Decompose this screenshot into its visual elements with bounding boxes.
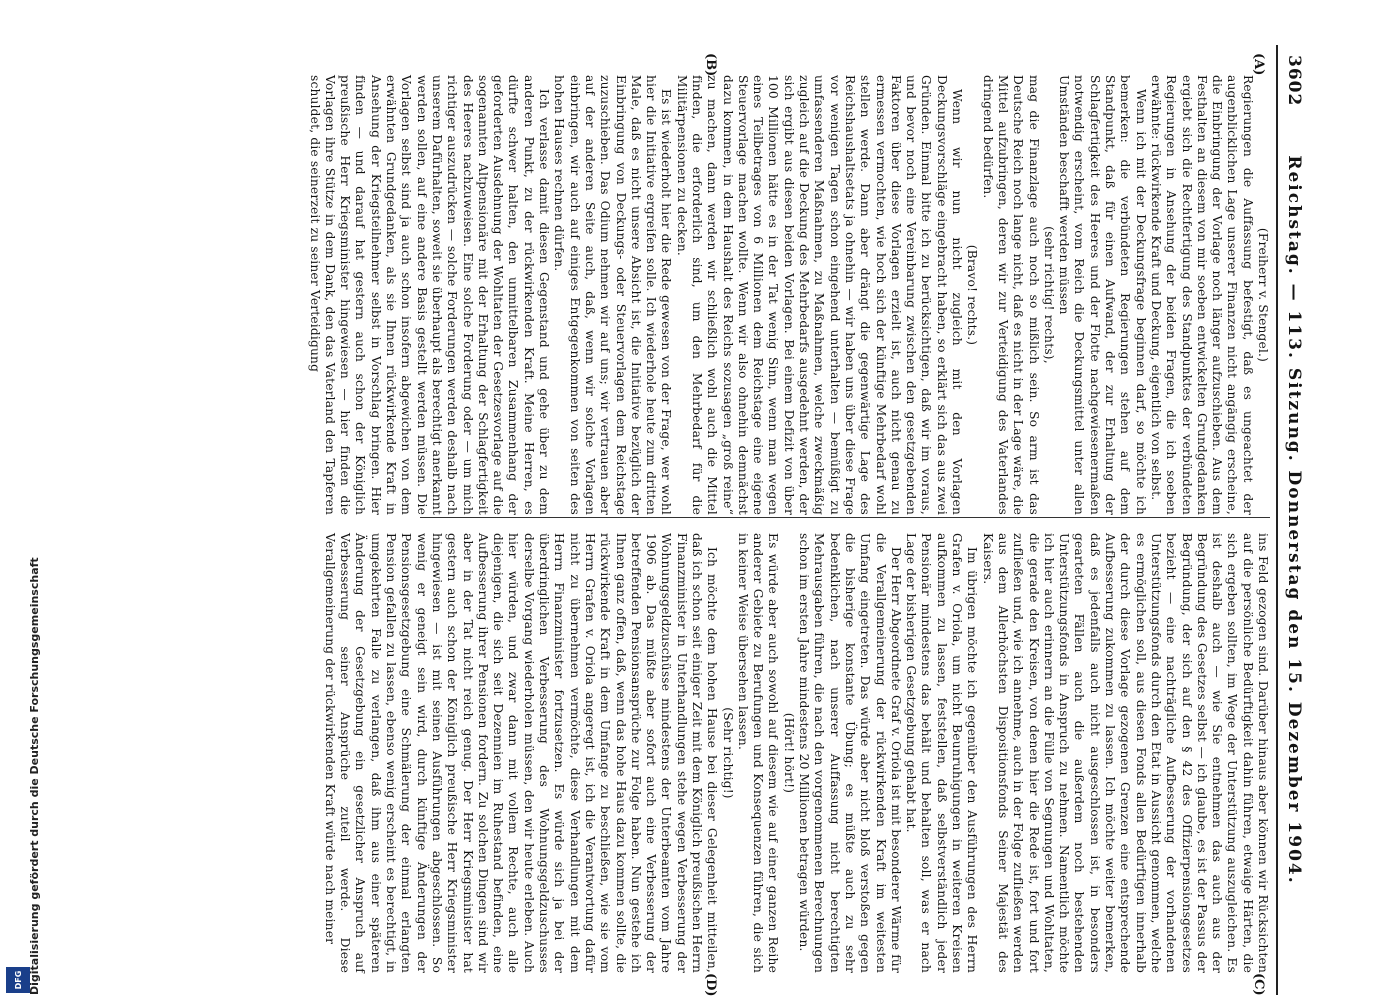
paragraph: Der Herr Abgeordnete Graf v. Oriola ist mit besonderer Wärme für die Verallgemeinerung der rückwirkenden Kraft im weitesten Umfang eingetreten. Das würde aber nicht bloß verstoßen gegen die bisherige konstante Übung; es müßte auch zu sehr bedenklichen, nach unserer Auffassung nicht berechtigten Mehrausgaben führen, die nach den vorgenommenen Berechnungen schon im ersten Jahre mindestens 20 Millionen betragen würden. [797, 533, 903, 973]
paragraph: Regierungen die Auffassung befestigt, daß es ungeachtet der augenblicklichen Lage unserer Finanzen nicht angängig erscheine, die Einbringung der Vorlage noch länger aufzuschieben. Aus dem Festhalten an diesem von mir soeben entwickelten Grundgedanken ergiebt sich die Rechtfertigung des Standpunktes der verbündeten Regierungen in Ansehung der beiden Fragen, die ich soeben erwähnte: rückwirkende Kraft und Deckung, eigentlich von selbst. [1148, 75, 1255, 515]
paragraph: (Bravo! rechts.) [965, 244, 980, 346]
paragraph: Es würde aber auch sowohl auf diesem wie auf einer ganzen Reihe anderer Gebiete zu Berufungen und Konsequenzen führen, die sich in keiner Weise übersehen lassen. [735, 533, 781, 973]
column-divider [420, 517, 1270, 518]
paragraph: Es ist wiederholt hier die Rede gewesen von der Frage, wer wohl hier die Initiative ergreifen solle. Ich wiederhole heute zum dritten Male, daß es nicht unsere Absicht ist, die Initiative bezüglich der Einbringung von Deckungs- oder Steuervorlagen dem Reichstage zuzuschieben. Das Odium nehmen wir auf uns; wir vertrauen aber auf der anderen Seite auch, daß, wenn wir solche Vorlagen einbringen, wir auch auf einiges Entgegenkommen von seiten des hohen Hauses rechnen dürfen. [552, 75, 674, 515]
right-column [322, 533, 1270, 973]
paragraph: (Hört! hört!) [781, 712, 796, 794]
margin-marker-c: (C) [1251, 973, 1266, 996]
paragraph: Im übrigen möchte ich gegenüber den Ausführungen des Herrn Grafen v. Oriola, um nicht Beunruhigungen in weiteren Kreisen aufkommen zu lassen, feststellen, daß selbstverständlich jeder Pensionär mindestens das behält und behalten soll, was er nach Lage der bisherigen Gesetzgebung gehabt hat. [904, 533, 980, 973]
header-rule [1276, 45, 1278, 995]
rotated-page [0, 45, 1318, 995]
page-number: 3602 [1284, 55, 1304, 107]
page-header [1280, 45, 1306, 995]
paragraph: Ich möchte dem hohen Hause bei dieser Gelegenheit mitteilen, daß ich schon seit einiger Zeit mit dem Königlich preußischen Herrn Finanzminister in Unterhandlungen stehe wegen Verbesserung der Wohnungsgeldzuschüsse mindestens der Unterbeamten vom Jahre 1906 ab. Das müßte aber sofort auch eine Verbesserung der betreffenden Pensionsansprüche zur Folge haben. Nun gestehe ich Ihnen ganz offen, daß, wenn das hohe Haus dazu kommen sollte, die rückwirkende Kraft in dem Umfange zu beschließen, wie sie vom Herrn Grafen v. Oriola angeregt ist, ich die Verantwortung dafür nicht zu übernehmen vermöchte, diese Verhandlungen mit dem Herrn Finanzminister fortzusetzen. Es würde sich ja bei der überdringlichen Verbesserung des Wohnungsgeldzuschusses derselbe Vorgang wiederholen müssen, den wir heute erleben. Auch hier würden, und zwar dann mit vollem Rechte, auch alle diejenigen, die sich seit Dezennien im Ruhestand befinden, eine Aufbesserung ihrer Pensionen fordern. Zu solchen Dingen sind wir aber in der Tat nicht reich genug. Der Herr Kriegsminister hat gestern auch schon der Königlich preußische Herr Kriegsminister hingewiesen — ist mit seinen Ausführungen abgeschlossen. So wenig er geneigt sein wird, durch künftige Änderungen der Pensionsgesetzgebung eine Schmälerung der einmal erlangten Pension gefallen zu lassen, ebenso wenig erscheint es berechtigt, in umgekehrten Falle zu verlangen, daß ihm aus einer späteren Änderung der Gesetzgebung ein gesetzlicher Anspruch auf Verbesserung seiner Ansprüche zuteil werde. Diese Verallgemeinerung der rückwirkenden Kraft würde nach meiner [322, 533, 720, 973]
paragraph: mag die Finanzlage auch noch so mißlich sein. So arm ist das Deutsche Reich noch lange nicht, daß es nicht in der Lage wäre, die Mittel aufzubringen, deren wir zur Verteidigung des Vaterlandes dringend bedürfen. [980, 75, 1041, 515]
paragraph: (Sehr richtig!) [720, 707, 735, 799]
left-column [306, 75, 1270, 515]
digitization-footer [0, 0, 40, 1000]
paragraph: (Freiherr v. Stengel.) [1256, 227, 1270, 363]
dfg-logo: DFG [6, 967, 30, 993]
page-title: Reichstag. — 113. Sitzung. Donnerstag den 15. Dezember 1904. [1284, 155, 1304, 885]
paragraph: (sehr richtig! rechts), [1041, 226, 1056, 364]
margin-marker-a: (A) [1251, 53, 1266, 76]
margin-marker-b: (B) [703, 53, 718, 77]
margin-marker-d: (D) [703, 973, 718, 997]
paragraph: Ich verlasse damit diesen Gegenstand und gehe über zu dem anderen Punkt, zu der rückwirkenden Kraft. Meine Herren, es dürfte schwer halten, den unmittelbaren Zusammenhang der geforderten Ausdehnung der Wohltaten der Gesetzesvorlage auf die sogenannten Altpensionäre mit der Erhaltung der Schlagfertigkeit des Heeres nachzuweisen. Eine solche Forderung oder — um mich richtiger auszudrücken — solche Forderungen werden deshalb nach unserem Dafürhalten, soweit sie überhaupt als berechtigt anerkannt werden sollen, auf eine andere Basis gestellt werden müssen. Die Vorlagen selbst sind ja auch schon insofern abgewichen von dem erwähnten Grundgedanken, als sie Ihnen rückwirkende Kraft in Ansehung der Kriegsteilnehmer selbst in Vorschlag bringen. Hier finden — und darauf hat gestern auch schon der Königlich preußische Herr Kriegsminister hingewiesen — hier finden die Vorlagen ihre Stütze in dem Dank, den das Vaterland den Tapferen schuldet, die seinerzeit zu seiner Verteidigung [307, 75, 552, 515]
paragraph: ins Feld gezogen sind. Darüber hinaus aber können wir Rücksichten auf die persönliche Bedürftigkeit dahin führen, etwaige Härten, die sich ergeben sollten, im Wege der Unterstützung auszugleichen. Es ist deshalb auch — wie Sie entnehmen das auch aus der Begründung des Gesetzes selbst — ich glaube, es ist der Passus der Begründung, der sich auf den § 42 des Offizierpensionsgesetzes bezieht — eine nachträgliche Aufbesserung der vorhandenen Unterstützungsfonds durch den Etat in Aussicht genommen, welche es ermöglichen soll, aus diesen Fonds allen Bedürftigen innerhalb der durch diese Vorlage gezogenen Grenzen eine entsprechende Aufbesserung zukommen zu lassen. Ich möchte weiter bemerken, daß es jedenfalls auch nicht ausgeschlossen ist, in besonders gearteten Fällen auch die außerdem noch bestehenden Unterstützungsfonds in Anspruch zu nehmen. Namentlich möchte ich hier auch erinnern an die Fülle von Segnungen und Wohltaten, die gerade den Kreisen, von denen hier die Rede ist, fort und fort zufließen und, wie ich annehme, auch in der Folge zufließen werden aus dem Allerhöchsten Dispositionsfonds Seiner Majestät des Kaisers. [980, 533, 1270, 973]
paragraph: Wenn ich mit der Deckungsfrage beginnen darf, so möchte ich bemerken: die verbündeten Regierungen stehen auf dem Standpunkt, daß für einen Aufwand, der zur Erhaltung der Schlagfertigkeit des Heeres und der Flotte nachgewiesenermaßen notwendig erscheint, vom Reich die Deckungsmittel unter allen Umständen beschafft werden müssen [1057, 75, 1148, 515]
paragraph: Wenn wir nun nicht zugleich mit den Vorlagen Deckungsvorschläge eingebracht haben, so erklärt sich das aus zwei Gründen. Einmal bitte ich zu berücksichtigen, daß wir im voraus, und bevor noch eine Vereinbarung zwischen den gesetzgebenden Faktoren über diese Vorlagen erzielt ist, auch nicht genau zu ermessen vermochten, wie hoch sich der künftige Mehrbedarf wohl stellen werde. Dann aber drängt die gegenwärtige Lage des Reichshaushaltsetats ja ohnehin — wir haben uns über diese Frage vor wenigen Tagen schon eingehend unterhalten — bemüßigt zu umfassenderen Maßnahmen, zu Maßnahmen, welche zweckmäßig zugleich auf die Deckung des Mehrbedarfs ausgedehnt werden, der sich ergibt aus diesen beiden Vorlagen. Bei einem Defizit von über 100 Millionen hätte es in der Tat wenig Sinn, wenn man wegen eines Teilbetrages von 6 Millionen dem Reichstage eine eigene Steuervorlage machen wollte. Wenn wir also ohnehin demnächst dazu kommen, in dem Haushalt des Reichs sozusagen „groß reine“ zu machen, dann werden wir schließlich wohl auch die Mittel finden, die erforderlich sind, um den Mehrbedarf für die Militärpensionen zu decken. [674, 75, 965, 515]
footer-text: Digitalisierung gefördert durch die Deutsche Forschungsgemeinschaft [28, 557, 41, 995]
